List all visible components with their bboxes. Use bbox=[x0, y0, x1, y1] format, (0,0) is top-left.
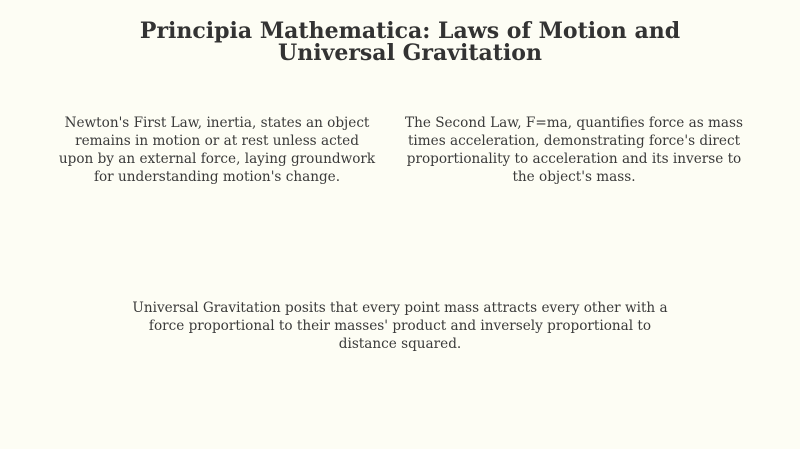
second-law-text: The Second Law, F=ma, quantifies force as mass times acceleration, demonstrating force's direct proportionality to acceleration and its inverse to the object's mass. bbox=[405, 115, 743, 185]
slide-title: Principia Mathematica: Laws of Motion and Universal Gravitation bbox=[139, 18, 681, 66]
first-law-text: Newton's First Law, inertia, states an object remains in motion or at rest unless acted upon by an external force, laying groundwork for understanding motion's change. bbox=[58, 115, 376, 185]
universal-gravitation-text: Universal Gravitation posits that every point mass attracts every other with a force proportional to their masses' product and inversely proportional to distance squared. bbox=[132, 300, 668, 352]
